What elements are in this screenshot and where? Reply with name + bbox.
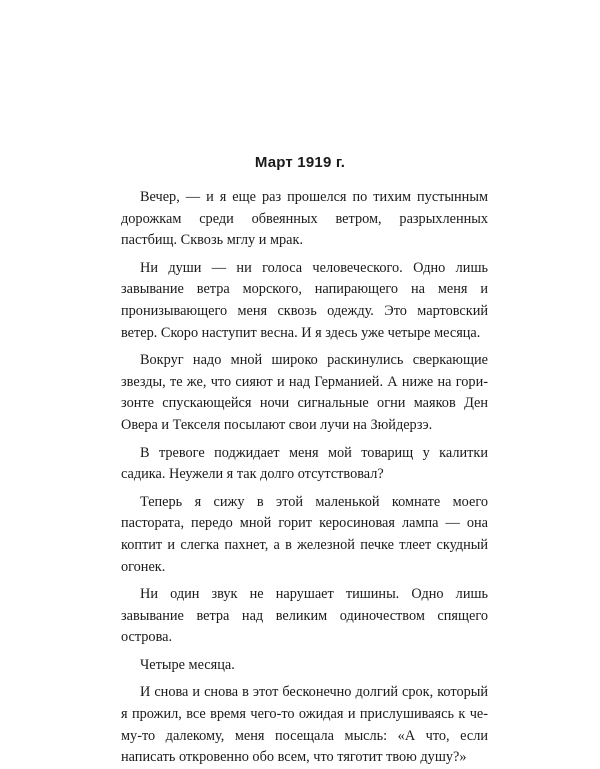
body-text xyxy=(121,187,488,769)
paragraph-8: И снова и снова в этот бесконечно долгий срок, который я прожил, все время чего-то ожидая и прислушиваясь к чему-то далекому, меня посещала мысль: «А что, если написать откровенно обо всем, что тяготит твою душу?» xyxy=(121,684,488,766)
paragraph-1: Вечер, — и я еще раз прошелся по тихим пустынным дорожкам среди обвеянных ветром, разрыхленных пастбищ. Сквозь мглу и мрак. xyxy=(121,189,488,249)
chapter-heading: Март 1919 г. xyxy=(254,154,346,171)
paragraph-7: Четыре месяца. xyxy=(140,656,235,673)
paragraph-5: Теперь я сижу в этой маленькой комнате моего пастората, передо мной горит керосиновая лампа — она коптит и слегка пахнет, а в железной печке тлеет скудный огонек. xyxy=(121,493,488,575)
paragraph-6: Ни один звук не нарушает тишины. Одно лишь завывание ветра над великим одиночеством спящего острова. xyxy=(121,586,488,646)
paragraph-2: Ни души — ни голоса человеческого. Одно лишь завывание ветра морского, напирающего на меня и пронизывающего меня сквозь одежду. Это мартовский ветер. Скоро наступит весна. И я здесь уже четыре месяца. xyxy=(121,259,488,341)
paragraph-4: В тревоге поджидает меня мой товарищ у калитки садика. Неужели я так долго отсутствовал? xyxy=(121,444,488,483)
paragraph-3: Вокруг надо мной широко раскинулись сверкающие звезды, те же, что сияют и над Германией. А ниже на горизонте спускающейся ночи сигнальные огни маяков Ден Овера и Текселя посылают свои лучи на Зюйдерзэ. xyxy=(121,352,488,433)
